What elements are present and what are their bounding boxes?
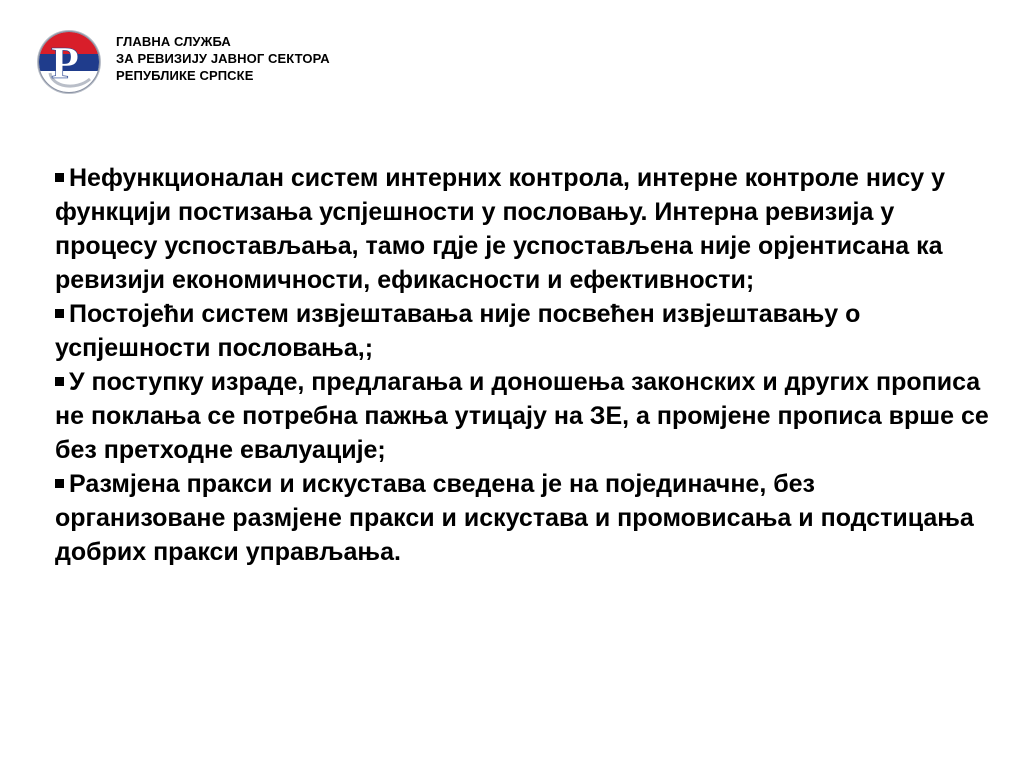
findings-list [55, 161, 990, 569]
finding-item-text: Постојећи систем извјештавања није посвећен извјештавању о успјешности пословања,; [55, 300, 861, 362]
square-bullet-icon [55, 479, 64, 488]
finding-item-text: Размјена пракси и искустава сведена је на појединачне, без организоване размјене пракси и искустава и промовисања и подстицања добрих пракси управљања. [55, 470, 974, 566]
organization-name-line-1: ГЛАВНА СЛУЖБА [116, 34, 231, 49]
finding-item-2 [55, 297, 990, 365]
slide-header [36, 29, 456, 99]
finding-item-text: Нефункционалан систем интерних контрола, интерне контроле нису у функцији постизања успјешности у пословању. Интерна ревизија у процесу успостављања, тамо гдје је успостављена није орјентисана ка ревизији економичности, ефикасности и ефективности; [55, 164, 945, 294]
organization-name-line-3: РЕПУБЛИКЕ СРПСКЕ [116, 68, 254, 83]
square-bullet-icon [55, 173, 64, 182]
svg-text:Р: Р [50, 37, 80, 88]
audit-service-logo-icon [36, 29, 102, 95]
finding-item-text: У поступку израде, предлагања и доношења законских и других прописа не поклања се потребна пажња утицају на ЗЕ, а промјене прописа врше се без претходне евалуације; [55, 368, 989, 464]
organization-name [116, 33, 330, 84]
organization-name-line-2: ЗА РЕВИЗИЈУ ЈАВНОГ СЕКТОРА [116, 51, 330, 66]
finding-item-3 [55, 365, 990, 467]
finding-item-4 [55, 467, 990, 569]
finding-item-1 [55, 161, 990, 297]
square-bullet-icon [55, 309, 64, 318]
square-bullet-icon [55, 377, 64, 386]
